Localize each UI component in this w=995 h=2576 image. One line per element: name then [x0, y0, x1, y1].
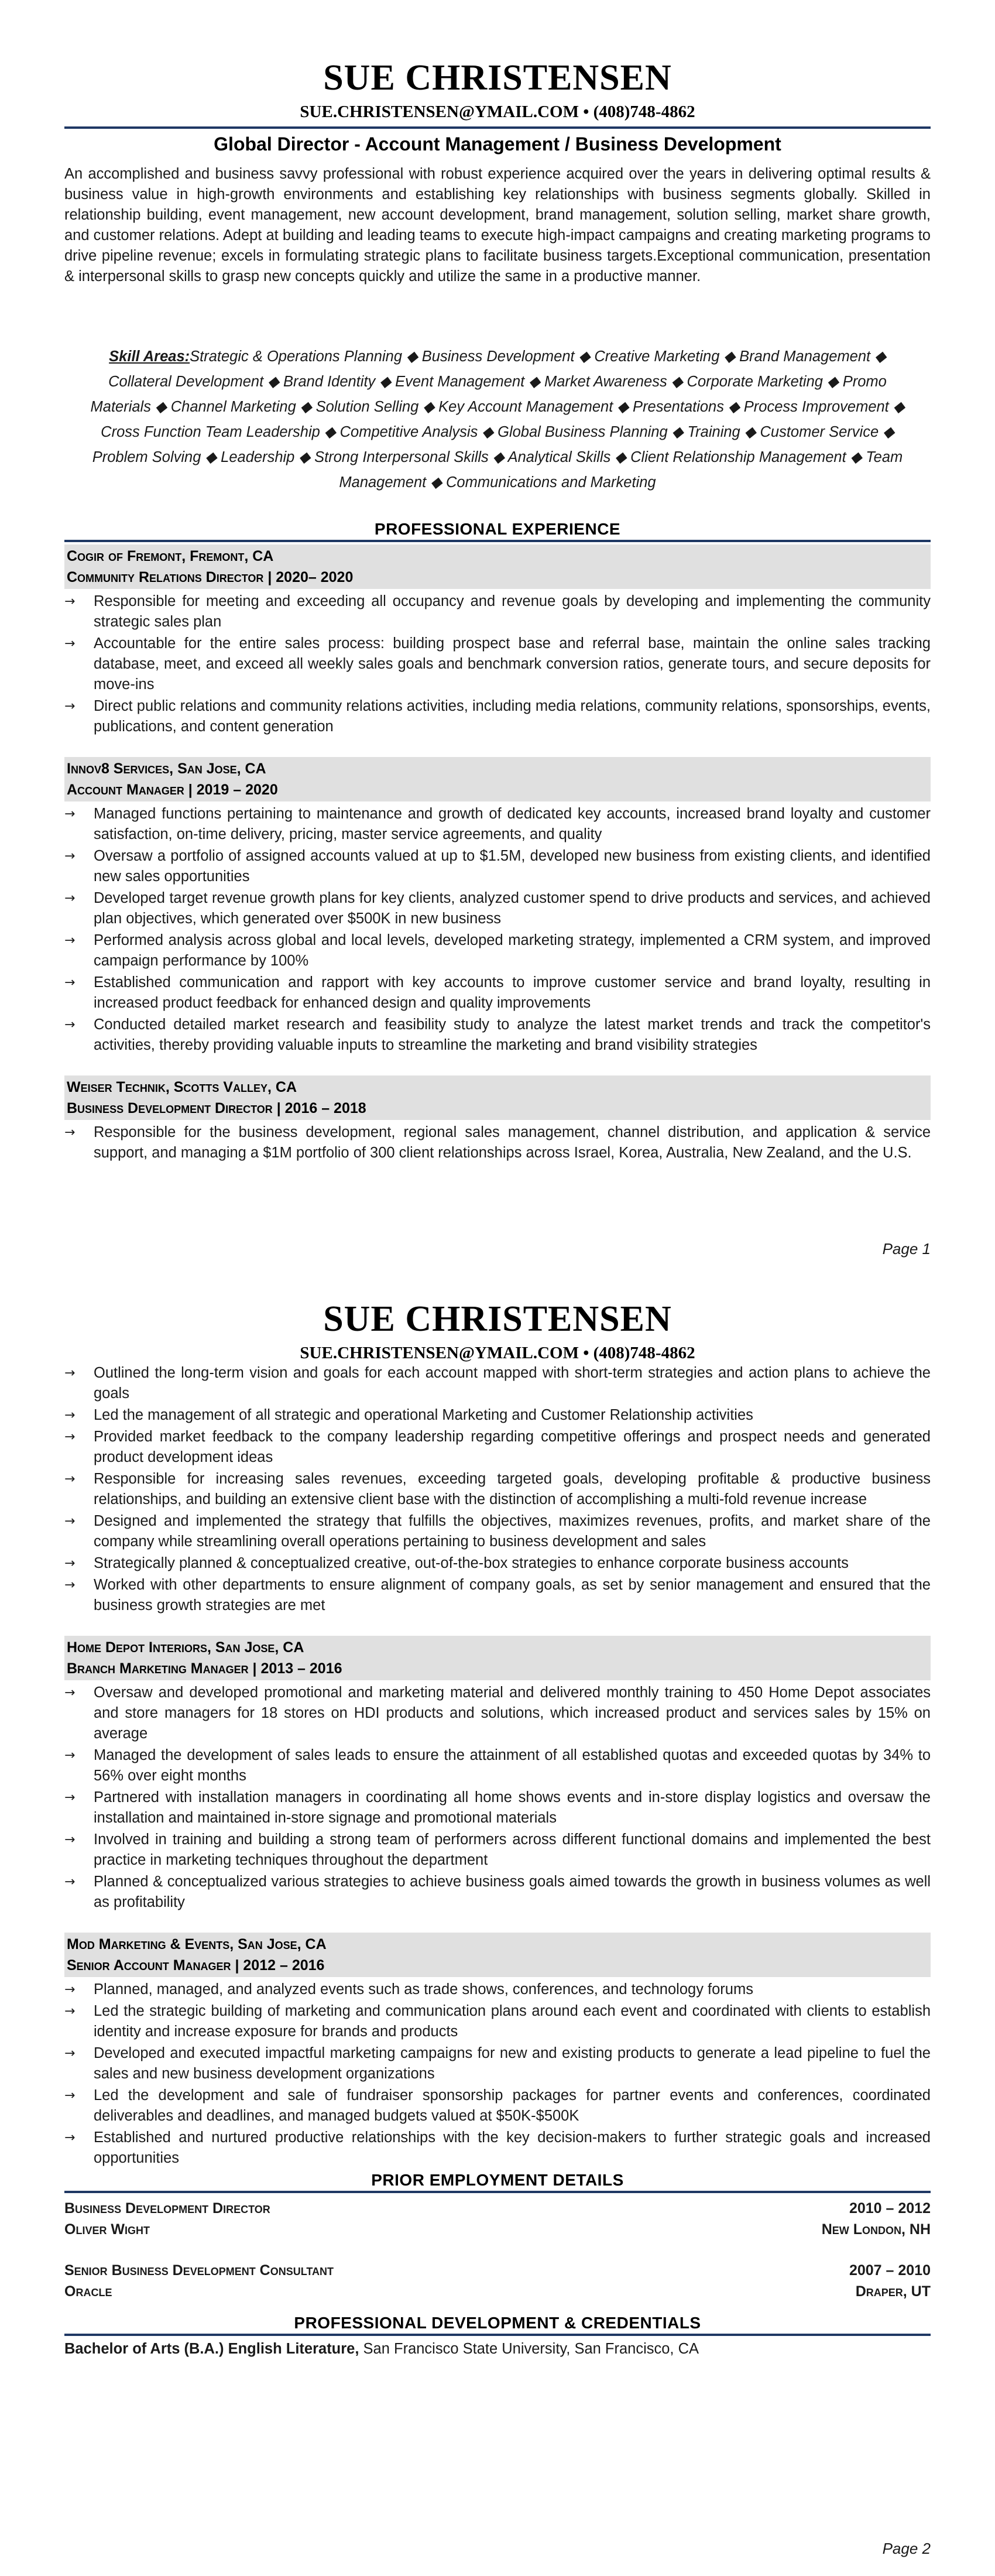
bullet-item	[64, 804, 931, 845]
bullet-text: Developed and executed impactful marketing campaigns for new and existing products to generate a lead pipeline to fuel the sales and new business development organizations	[94, 2045, 931, 2082]
bullet-text: Oversaw and developed promotional and marketing material and delivered monthly training to 450 Home Depot associates and store managers for 18 stores on HDI products and solutions, which increased product and services sales by 15% on average	[94, 1684, 931, 1742]
summary-text: An accomplished and business savvy professional with robust experience acquired over the years in delivering optimal results & business value in high-growth environments and establishing key relationships with business segments globally. Skilled in relationship building, event management, new account development, brand management, solution selling, market share growth, and customer relations. Adept at building and leading teams to execute high-impact campaigns and creating marketing programs to drive pipeline revenue; excels in formulating strategic plans to facilitate business targets.Exceptional communication, presentation & interpersonal skills to grasp new concepts quickly and utilize the same in a productive manner.	[64, 166, 931, 285]
bullet-text: Responsible for meeting and exceeding all occupancy and revenue goals by developing and implementing the community strategic sales plan	[94, 593, 931, 630]
job-header	[64, 544, 931, 589]
section-rule	[64, 2191, 931, 2193]
job-bullets	[64, 804, 931, 1056]
arrow-icon: →	[64, 1125, 76, 1140]
bullet-text: Worked with other departments to ensure alignment of company goals, as set by senior management and ensured that the business growth strategies are met	[94, 1577, 931, 1614]
bullet-item	[64, 930, 931, 971]
job-company: Cogir of Fremont, Fremont, CA	[67, 548, 274, 564]
job-title: Business Development Director | 2016 – 2018	[67, 1100, 366, 1116]
job-header	[64, 757, 931, 801]
arrow-icon: →	[64, 1514, 76, 1529]
bullet-item	[64, 1427, 931, 1468]
job-title: Branch Marketing Manager | 2013 – 2016	[67, 1660, 342, 1677]
job-bullets	[64, 1683, 931, 1913]
bullet-item	[64, 1363, 931, 1404]
prior-years: 2007 – 2010	[849, 2262, 931, 2279]
job-header	[64, 1933, 931, 1977]
bullet-item	[64, 1122, 931, 1163]
bullet-text: Planned & conceptualized various strategies to achieve business goals aimed towards the growth in business volumes as well as profitability	[94, 1873, 931, 1910]
headline: Global Director - Account Management / Business Development	[214, 133, 781, 155]
bullet-item	[64, 888, 931, 929]
bullet-text: Led the management of all strategic and operational Marketing and Customer Relationship activities	[94, 1407, 753, 1423]
job-title: Senior Account Manager | 2012 – 2016	[67, 1957, 325, 1974]
bullet-text: Responsible for the business development, regional sales management, channel distribution, and application & service support, and managing a $1M portfolio of 300 client relationships across Israel, Korea, Australia, New Zealand, and the U.S.	[94, 1124, 931, 1161]
header-block	[0, 1299, 995, 1363]
arrow-icon: →	[64, 1430, 76, 1444]
bullet-text: Led the strategic building of marketing and communication plans around each event and coordinated with clients to establish identity and increase exposure for brands and products	[94, 2003, 931, 2040]
bullet-text: Strategically planned & conceptualized creative, out-of-the-box strategies to enhance corporate business accounts	[94, 1555, 849, 1571]
arrow-icon: →	[64, 1556, 76, 1571]
job-company: Home Depot Interiors, San Jose, CA	[67, 1639, 304, 1656]
arrow-icon: →	[64, 1578, 76, 1592]
bullet-item	[64, 2085, 931, 2126]
candidate-name: SUE CHRISTENSEN	[323, 58, 672, 98]
job-header	[64, 1075, 931, 1120]
header-block	[0, 57, 995, 129]
prior-company: Oliver Wight	[64, 2221, 150, 2238]
job-bullets	[64, 1979, 931, 2169]
arrow-icon: →	[64, 699, 76, 714]
job-title: Community Relations Director | 2020– 2020	[67, 569, 354, 585]
arrow-icon: →	[64, 1472, 76, 1486]
bullet-item	[64, 1683, 931, 1744]
bullet-item	[64, 1979, 931, 2000]
bullet-item	[64, 2043, 931, 2084]
arrow-icon: →	[64, 594, 76, 609]
prior-entry	[0, 2260, 995, 2302]
header-rule	[64, 126, 931, 129]
arrow-icon: →	[64, 636, 76, 651]
section-title-experience: PROFESSIONAL EXPERIENCE	[374, 520, 621, 538]
arrow-icon: →	[64, 1790, 76, 1805]
arrow-icon: →	[64, 1748, 76, 1763]
prior-row	[64, 2281, 931, 2302]
prior-company: Oracle	[64, 2283, 112, 2300]
summary-block	[0, 164, 995, 287]
prior-row	[64, 2198, 931, 2219]
prior-location: New London, NH	[821, 2221, 931, 2238]
bullet-text: Developed target revenue growth plans for key clients, analyzed customer spend to drive products and services, and achieved plan objectives, which generated over $500K in new business	[94, 890, 931, 927]
arrow-icon: →	[64, 1686, 76, 1700]
job-bullets	[64, 591, 931, 737]
resume-page-1	[0, 0, 995, 1282]
bullet-text: Conducted detailed market research and feasibility study to analyze the latest market trends and track the competitor's activities, thereby providing valuable inputs to streamline the marketing and brand visibility strategies	[94, 1016, 931, 1053]
bullet-item	[64, 696, 931, 737]
experience-continued	[0, 1363, 995, 2359]
arrow-icon: →	[64, 807, 76, 821]
bullet-text: Established communication and rapport with key accounts to improve customer service and brand loyalty, resulting in increased product feedback for enhanced design and quality improvements	[94, 974, 931, 1011]
bullet-text: Led the development and sale of fundraiser sponsorship packages for partner events and conferences, coordinated deliverables and deadlines, and managed budgets valued at $50K-$500K	[94, 2087, 931, 2124]
prior-location: Draper, UT	[855, 2283, 931, 2300]
arrow-icon: →	[64, 849, 76, 864]
section-title-credentials: PROFESSIONAL DEVELOPMENT & CREDENTIALS	[294, 2314, 701, 2332]
prior-years: 2010 – 2012	[849, 2200, 931, 2217]
arrow-icon: →	[64, 1408, 76, 1423]
bullet-text: Responsible for increasing sales revenues, exceeding targeted goals, developing profitable & productive business relationships, and building an extensive client base with the distinction of accomplishing a multi-fold revenue increase	[94, 1471, 931, 1508]
contact-line: SUE.CHRISTENSEN@YMAIL.COM • (408)748-4862	[300, 1344, 695, 1362]
bullet-item	[64, 1015, 931, 1056]
job-bullets	[64, 1363, 931, 1616]
arrow-icon: →	[64, 2004, 76, 2019]
candidate-name: SUE CHRISTENSEN	[323, 1299, 672, 1339]
bullet-item	[64, 1405, 931, 1426]
skill-areas-label: Skill Areas:	[109, 348, 190, 365]
bullet-item	[64, 1787, 931, 1828]
bullet-item	[64, 1745, 931, 1786]
job-bullets	[64, 1122, 931, 1163]
bullet-item	[64, 1511, 931, 1552]
prior-title: Senior Business Development Consultant	[64, 2262, 334, 2279]
arrow-icon: →	[64, 975, 76, 990]
arrow-icon: →	[64, 2130, 76, 2145]
bullet-item	[64, 1553, 931, 1574]
section-rule	[64, 2334, 931, 2336]
job-company: Weiser Technik, Scotts Valley, CA	[67, 1079, 297, 1095]
bullet-item	[64, 633, 931, 695]
bullet-text: Outlined the long-term vision and goals for each account mapped with short-term strategies and action plans to achieve the goals	[94, 1365, 931, 1402]
school: San Francisco State University, San Francisco, CA	[359, 2341, 699, 2357]
page-number: Page 1	[882, 1240, 931, 1258]
arrow-icon: →	[64, 891, 76, 906]
degree: Bachelor of Arts (B.A.) English Literature,	[64, 2341, 359, 2357]
job-title: Account Manager | 2019 – 2020	[67, 782, 278, 798]
arrow-icon: →	[64, 1875, 76, 1889]
bullet-text: Managed functions pertaining to maintenance and growth of dedicated key accounts, increased brand loyalty and customer satisfaction, on-time delivery, pricing, master service agreements, and quality	[94, 806, 931, 842]
bullet-text: Designed and implemented the strategy that fulfills the objectives, maximizes revenues, profits, and market share of the company while streamlining overall operations pertaining to business development and sales	[94, 1513, 931, 1550]
bullet-text: Partnered with installation managers in coordinating all home shows events and in-store display logistics and oversaw the installation and maintained in-store signage and promotional materials	[94, 1789, 931, 1826]
bullet-text: Planned, managed, and analyzed events such as trade shows, conferences, and technology forums	[94, 1981, 753, 1998]
prior-row	[64, 2219, 931, 2240]
bullet-text: Involved in training and building a strong team of performers across different functional domains and implemented the best practice in marketing techniques throughout the department	[94, 1831, 931, 1868]
prior-entry	[0, 2198, 995, 2240]
prior-row	[64, 2260, 931, 2281]
arrow-icon: →	[64, 1982, 76, 1997]
page-number: Page 2	[882, 2540, 931, 2557]
arrow-icon: →	[64, 2088, 76, 2103]
skill-areas-list: Strategic & Operations Planning ◆ Business Development ◆ Creative Marketing ◆ Brand Management ◆ Collateral Development ◆ Brand Identity ◆ Event Management ◆ Market Awareness ◆ Corporate Marketing ◆ Promo Materials ◆ Channel Marketing ◆ Solution Selling ◆ Key Account Management ◆ Presentations ◆ Process Improvement ◆ Cross Function Team Leadership ◆ Competitive Analysis ◆ Global Business Planning ◆ Training ◆ Customer Service ◆ Problem Solving ◆ Leadership ◆ Strong Interpersonal Skills ◆ Analytical Skills ◆ Client Relationship Management ◆ Team Management ◆ Communications and Marketing	[90, 348, 905, 491]
arrow-icon: →	[64, 1832, 76, 1847]
experience-section	[0, 520, 995, 1164]
bullet-text: Direct public relations and community relations activities, including media relations, community relations, sponsorships, events, publications, and content generation	[94, 698, 931, 735]
bullet-text: Performed analysis across global and local levels, developed marketing strategy, implemented a CRM system, and improved campaign performance by 100%	[94, 932, 931, 969]
bullet-item	[64, 1830, 931, 1871]
job-header	[64, 1636, 931, 1680]
skill-areas	[88, 344, 907, 495]
bullet-text: Managed the development of sales leads to ensure the attainment of all established quotas and exceeded quotas by 34% to 56% over eight months	[94, 1747, 931, 1784]
job-company: Innov8 Services, San Jose, CA	[67, 761, 266, 777]
bullet-item	[64, 1469, 931, 1510]
bullet-item	[64, 846, 931, 887]
bullet-text: Oversaw a portfolio of assigned accounts valued at up to $1.5M, developed new business from existing clients, and identified new sales opportunities	[94, 848, 931, 885]
job-company: Mod Marketing & Events, San Jose, CA	[67, 1936, 327, 1952]
bullet-item	[64, 1575, 931, 1616]
arrow-icon: →	[64, 933, 76, 948]
section-rule	[64, 540, 931, 542]
bullet-item	[64, 2001, 931, 2042]
bullet-item	[64, 591, 931, 632]
bullet-text: Established and nurtured productive relationships with the key decision-makers to further strategic goals and increased opportunities	[94, 2129, 931, 2166]
resume-page-2	[0, 1282, 995, 2576]
headline-block	[0, 133, 995, 155]
skills-block	[0, 344, 995, 495]
arrow-icon: →	[64, 1018, 76, 1032]
arrow-icon: →	[64, 2046, 76, 2061]
contact-line: SUE.CHRISTENSEN@YMAIL.COM • (408)748-4862	[300, 102, 695, 121]
bullet-item	[64, 2128, 931, 2169]
section-title-prior: PRIOR EMPLOYMENT DETAILS	[371, 2171, 624, 2189]
education-line	[64, 2338, 931, 2359]
bullet-text: Provided market feedback to the company leadership regarding competitive offerings and prospect needs and generated product development ideas	[94, 1429, 931, 1465]
prior-title: Business Development Director	[64, 2200, 270, 2217]
bullet-text: Accountable for the entire sales process: building prospect base and referral base, maintain the online sales tracking database, meet, and exceed all weekly sales goals and benchmark conversion ratios, generate tours, and secure deposits for move-ins	[94, 635, 931, 693]
bullet-item	[64, 972, 931, 1013]
bullet-item	[64, 1872, 931, 1913]
arrow-icon: →	[64, 1366, 76, 1381]
